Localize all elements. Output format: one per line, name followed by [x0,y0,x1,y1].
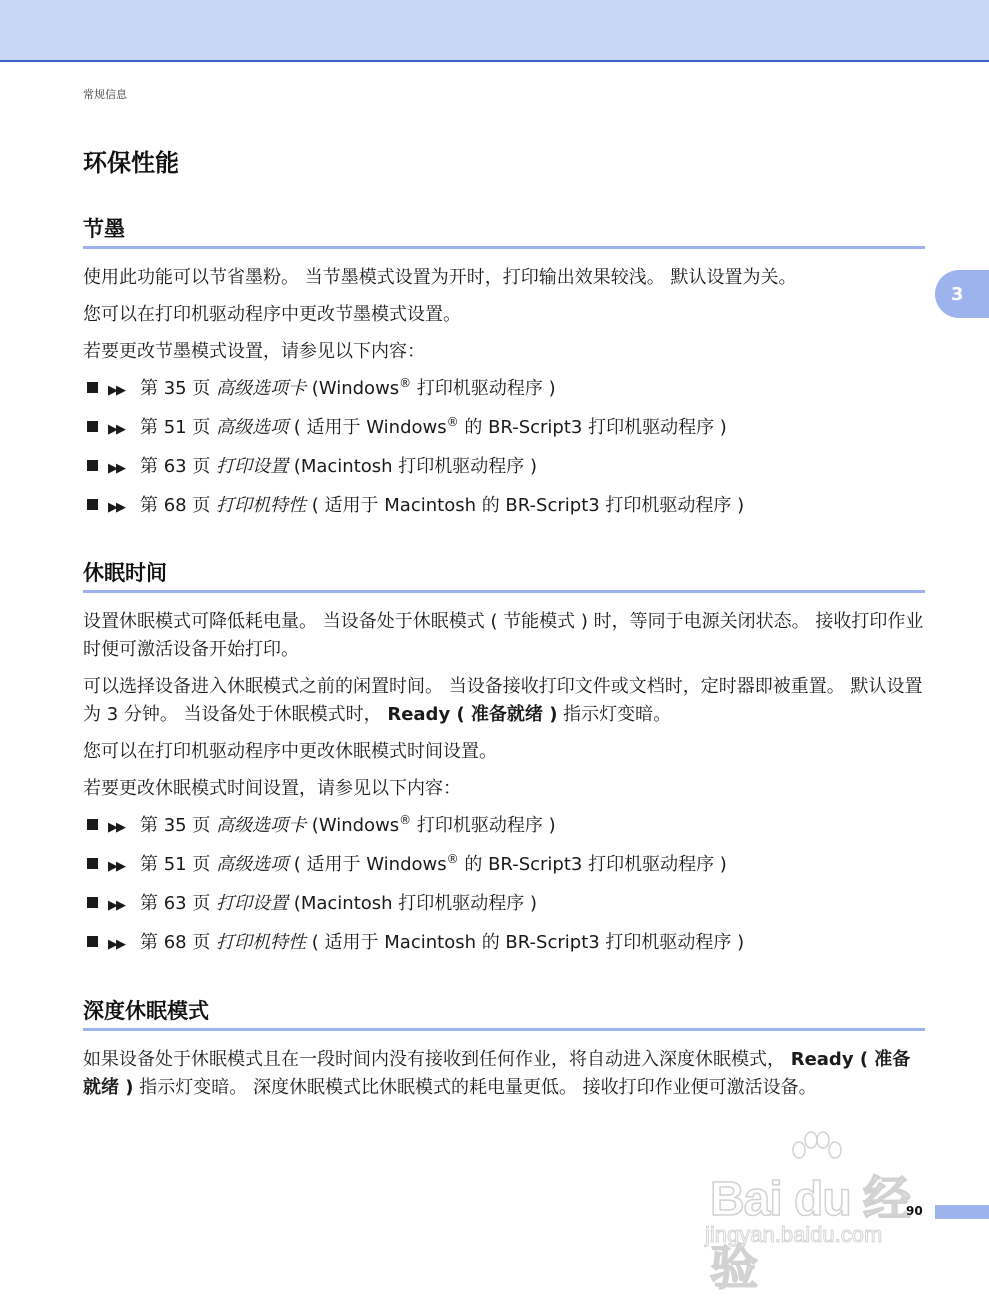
ref-context: 的 BR-Script3 打印机驱动程序 ) [458,854,727,875]
double-arrow-icon: ▶▶ [108,898,124,913]
ref-context: 打印机驱动程序 ) [411,815,556,836]
square-bullet-icon [87,421,98,432]
ref-context: (Macintosh 打印机驱动程序 ) [288,893,538,914]
list-item [83,845,925,884]
section-link[interactable]: 打印设置 [216,893,289,914]
page-ref: 第 68 页 [140,495,217,516]
page-ref: 第 51 页 [140,417,217,438]
paragraph: 使用此功能可以节省墨粉。 当节墨模式设置为开时，打印输出效果较浅。 默认设置为关。 [83,267,797,288]
list-item [83,408,925,447]
page-ref: 第 68 页 [140,932,217,953]
page-ref: 第 63 页 [140,456,217,477]
section-heading: 节墨 [83,213,925,249]
page-title: 环保性能 [83,149,179,177]
section-link[interactable]: 高级选项卡 [216,815,307,836]
registered-mark: ® [446,415,459,429]
paragraph: 您可以在打印机驱动程序中更改休眠模式时间设置。 [83,741,497,762]
section-link[interactable]: 打印机特性 [216,495,307,516]
double-arrow-icon: ▶▶ [108,461,124,476]
section-link[interactable]: 高级选项 [216,417,289,438]
ref-context: 的 BR-Script3 打印机驱动程序 ) [458,417,727,438]
page-ref: 第 63 页 [140,893,217,914]
page-number: 90 [906,1204,923,1218]
reference-list [83,806,925,962]
square-bullet-icon [87,897,98,908]
paragraph: 若要更改休眠模式时间设置，请参见以下内容： [83,778,461,799]
paragraph: 若要更改节墨模式设置，请参见以下内容： [83,341,425,362]
ref-context: (Macintosh 打印机驱动程序 ) [288,456,538,477]
section-link[interactable]: 高级选项卡 [216,378,307,399]
double-arrow-icon: ▶▶ [108,383,124,398]
list-item [83,806,925,845]
watermark-url: jingyan.baidu.com [705,1222,883,1247]
list-item [83,447,925,486]
ref-context: (Windows [306,815,400,836]
section-toner-save [83,213,925,525]
list-item [83,369,925,408]
double-arrow-icon: ▶▶ [108,500,124,515]
section-heading: 深度休眠模式 [83,995,925,1031]
ref-context: ( 适用于 Windows [288,854,447,875]
double-arrow-icon: ▶▶ [108,422,124,437]
reference-list [83,369,925,525]
section-sleep-time [83,557,925,962]
square-bullet-icon [87,819,98,830]
square-bullet-icon [87,460,98,471]
list-item [83,884,925,923]
running-header: 常规信息 [83,88,127,101]
list-item [83,923,925,962]
ready-light-label: Ready ( 准备就绪 ) [83,1049,911,1098]
section-heading: 休眠时间 [83,557,925,593]
section-link[interactable]: 打印设置 [216,456,289,477]
watermark-brand: Bai du 经验 [710,1173,911,1295]
square-bullet-icon [87,382,98,393]
registered-mark: ® [399,813,412,827]
chapter-number: 3 [951,283,964,305]
ref-context: ( 适用于 Windows [288,417,447,438]
page-number-bar [935,1205,989,1219]
text-run: 指示灯变暗。 [557,704,672,725]
square-bullet-icon [87,499,98,510]
chapter-tab [935,270,989,318]
ref-context: ( 适用于 Macintosh 的 BR-Script3 打印机驱动程序 ) [306,495,745,516]
text-run: 指示灯变暗。 深度休眠模式比休眠模式的耗电量更低。 接收打印作业便可激活设备。 [133,1077,817,1098]
list-item [83,486,925,525]
top-header-band [0,0,989,62]
registered-mark: ® [446,852,459,866]
square-bullet-icon [87,936,98,947]
paragraph [83,1046,925,1102]
square-bullet-icon [87,858,98,869]
text-run: 可以选择设备进入休眠模式之前的闲置时间。 当设备接收打印文件或文档时，定时器即被重置。 默认设置为 3 分钟。 当设备处于休眠模式时， [83,676,923,725]
ref-context: ( 适用于 Macintosh 的 BR-Script3 打印机驱动程序 ) [306,932,745,953]
registered-mark: ® [399,376,412,390]
paragraph: 设置休眠模式可降低耗电量。 当设备处于休眠模式 ( 节能模式 ) 时，等同于电源关闭状态。 接收打印作业时便可激活设备开始打印。 [83,611,924,660]
text-run: 如果设备处于休眠模式且在一段时间内没有接收到任何作业，将自动进入深度休眠模式， [83,1049,791,1070]
double-arrow-icon: ▶▶ [108,937,124,952]
page-ref: 第 51 页 [140,854,217,875]
double-arrow-icon: ▶▶ [108,859,124,874]
paragraph: 您可以在打印机驱动程序中更改节墨模式设置。 [83,304,461,325]
ref-context: (Windows [306,378,400,399]
page-ref: 第 35 页 [140,815,217,836]
paragraph [83,673,925,729]
double-arrow-icon: ▶▶ [108,820,124,835]
ready-light-label: Ready ( 准备就绪 ) [387,704,558,725]
page-ref: 第 35 页 [140,378,217,399]
baidu-jingyan-watermark [700,1130,940,1295]
section-deep-sleep [83,995,925,1102]
section-link[interactable]: 高级选项 [216,854,289,875]
ref-context: 打印机驱动程序 ) [411,378,556,399]
section-link[interactable]: 打印机特性 [216,932,307,953]
